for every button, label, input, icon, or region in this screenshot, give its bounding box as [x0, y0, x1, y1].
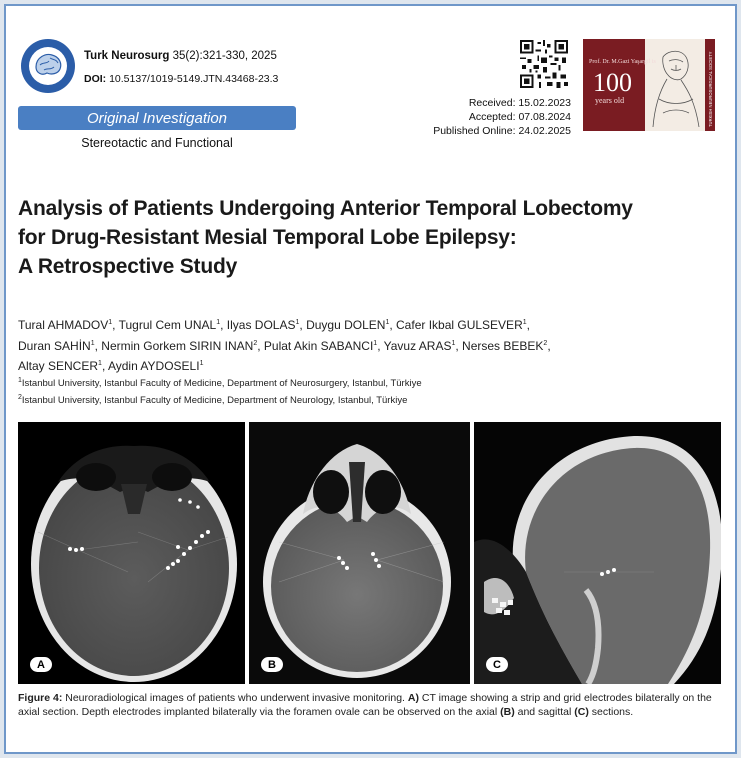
panel-label-a: A: [30, 657, 52, 672]
doi: DOI: 10.5137/1019-5149.JTN.43468-23.3: [84, 73, 279, 85]
author-separator: ,: [220, 318, 227, 332]
author-name: Duran SAHİN: [18, 338, 91, 353]
journal-citation: Turk Neurosurg 35(2):321-330, 2025: [84, 50, 277, 62]
author-separator: ,: [299, 318, 307, 332]
yasargil-name: Prof. Dr. M.Gazi Yaşargil is: [589, 59, 656, 65]
society-name: TURKISH NEUROSURGICAL SOCIETY: [708, 51, 713, 127]
author-affiliation-mark: 1: [295, 319, 300, 326]
journal-logo-icon: [20, 38, 76, 94]
affiliation-text: Istanbul University, Istanbul Faculty of Medicine, Department of Neurology, Istanbul, Türkiye: [21, 394, 408, 406]
author-separator: ,: [101, 359, 108, 373]
author-separator: ,: [377, 338, 384, 353]
yasargil-age: 100: [593, 68, 632, 97]
author-name: Duygu DOLEN: [306, 318, 386, 332]
author-name: Nermin Gorkem SIRIN INAN: [101, 338, 254, 353]
author-separator: ,: [112, 318, 119, 332]
article-title: Analysis of Patients Undergoing Anterior Temporal Lobectomy for Drug-Resistant Mesial Temporal Lobe Epilepsy: A Retrospective Study: [18, 197, 633, 278]
affiliation: [18, 374, 723, 391]
author-name: Aydin AYDOSELI: [107, 359, 200, 373]
author-name: Ilyas DOLAS: [226, 318, 296, 332]
affiliation: [18, 391, 723, 408]
article-dates: [433, 96, 571, 138]
figure-caption: Figure 4: Neuroradiological images of patients who underwent invasive monitoring. A) CT image showing a strip and grid electrodes bilaterally on the axial section. Depth electrodes implanted bilaterally via the foramen ovale can be observed on the axial (B) and sagittal (C) sections.: [18, 692, 712, 718]
author-affiliation-mark: 1: [98, 360, 102, 367]
author-separator: ,: [547, 338, 551, 353]
article-type-badge: Original Investigation: [18, 106, 296, 130]
qr-code-icon: [520, 40, 568, 88]
affiliation-number: 2: [18, 393, 22, 401]
author-name: Tugrul Cem UNAL: [118, 318, 217, 332]
received-date: Received: 15.02.2023: [468, 97, 571, 109]
yasargil-anniversary-banner: [583, 39, 715, 131]
author-affiliation-mark: 1: [522, 319, 527, 326]
author-name: Yavuz ARAS: [383, 338, 452, 353]
yasargil-years: years old: [595, 96, 625, 105]
accepted-date: Accepted: 07.08.2024: [468, 111, 571, 123]
published-date: Published Online: 24.02.2025: [433, 125, 571, 137]
figure-panel-b: [249, 422, 470, 684]
author-affiliation-mark: 1: [90, 339, 95, 347]
panel-label-b: B: [261, 657, 283, 672]
article-section: Stereotactic and Functional: [81, 136, 233, 150]
panel-label-c: C: [486, 657, 508, 672]
author-separator: ,: [389, 318, 397, 332]
figure-panel-a: [18, 422, 245, 684]
author-separator: ,: [455, 338, 463, 353]
author-name: Nerses BEBEK: [462, 338, 544, 353]
author-name: Cafer Ikbal GULSEVER: [396, 318, 523, 332]
author-affiliation-mark: 2: [253, 339, 258, 347]
author-name: Pulat Akin SABANCI: [263, 338, 374, 353]
affiliation-number: 1: [18, 377, 22, 384]
author-name: Altay SENCER: [18, 359, 99, 373]
author-affiliation-mark: 1: [451, 339, 456, 347]
author-separator: ,: [526, 318, 530, 332]
author-affiliation-mark: 1: [373, 339, 378, 347]
author-name: Tural AHMADOV: [18, 318, 109, 332]
author-separator: ,: [94, 338, 102, 353]
author-affiliation-mark: 1: [385, 319, 390, 326]
author-affiliation-mark: 1: [216, 319, 221, 326]
author-affiliation-mark: 1: [199, 360, 204, 367]
figure-panel-c: [474, 422, 721, 684]
affiliation-list: [18, 374, 723, 407]
author-separator: ,: [257, 338, 264, 353]
author-affiliation-mark: 1: [108, 319, 113, 326]
author-affiliation-mark: 2: [543, 339, 548, 347]
affiliation-text: Istanbul University, Istanbul Faculty of Medicine, Department of Neurosurgery, Istanbul, Türkiye: [21, 378, 422, 390]
author-list: [18, 314, 723, 376]
